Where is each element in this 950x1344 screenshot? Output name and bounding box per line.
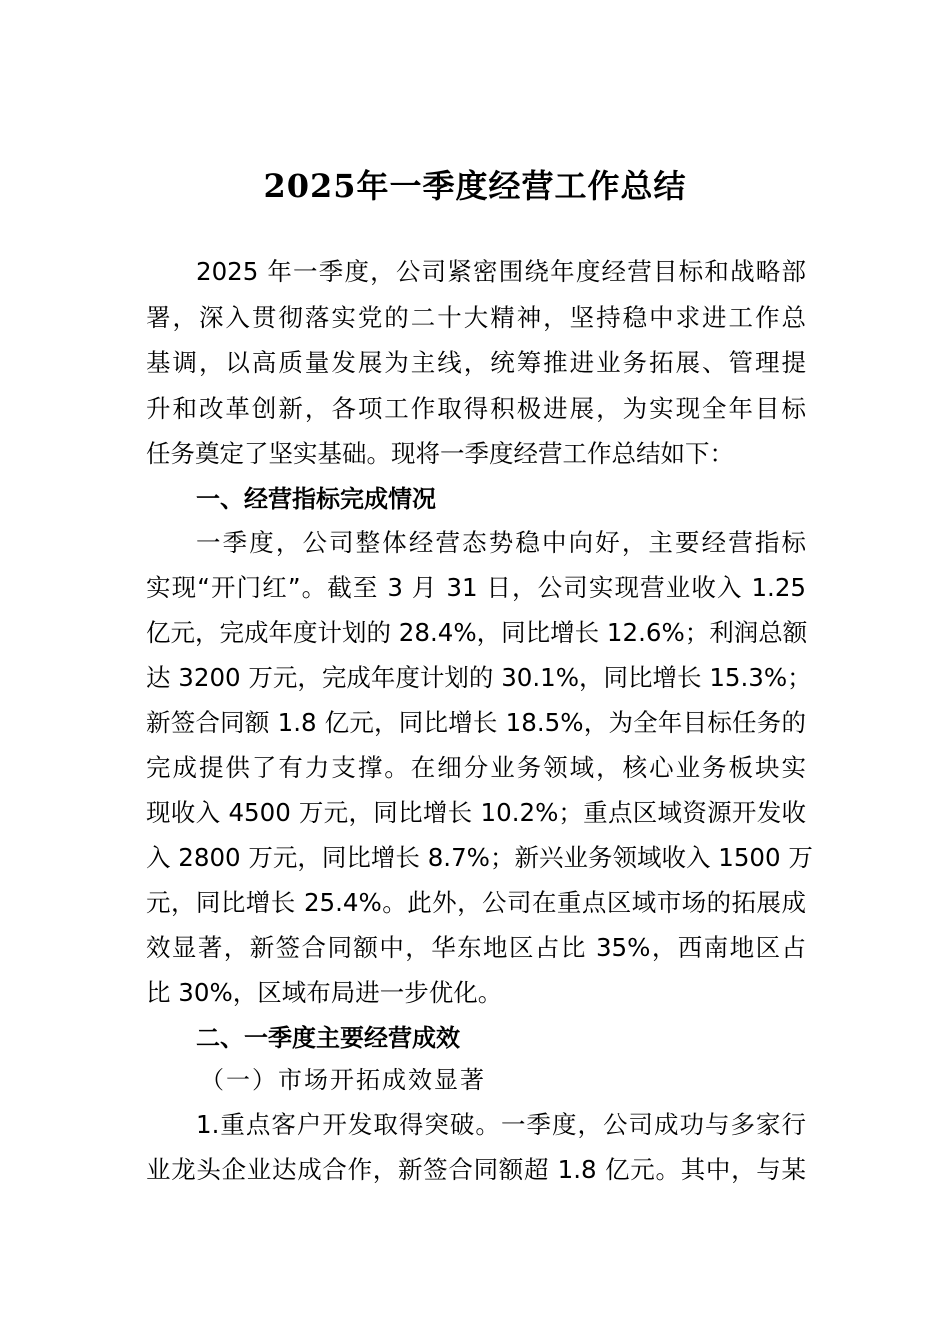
intro-line: 升和改革创新，各项工作取得积极进展，为实现全年目标 xyxy=(146,394,806,423)
intro-line: 任务奠定了坚实基础。现将一季度经营工作总结如下： xyxy=(146,439,734,468)
section1-line: 实现“开门红”。截至 3 月 31 日，公司实现营业收入 1.25 xyxy=(146,573,806,602)
section1-line: 完成提供了有力支撑。在细分业务领域，核心业务板块实 xyxy=(146,753,806,782)
section1-line: 元，同比增长 25.4%。此外，公司在重点区域市场的拓展成 xyxy=(146,888,806,917)
subsection-heading-1: （一）市场开拓成效显著 xyxy=(200,1066,486,1094)
section1-line: 一季度，公司整体经营态势稳中向好，主要经营指标 xyxy=(196,528,806,557)
section1-line: 亿元，完成年度计划的 28.4%，同比增长 12.6%；利润总额 xyxy=(146,618,808,647)
intro-line: 署，深入贯彻落实党的二十大精神，坚持稳中求进工作总 xyxy=(146,303,806,332)
section1-line: 比 30%，区域布局进一步优化。 xyxy=(146,978,503,1007)
section1-line: 达 3200 万元，完成年度计划的 30.1%，同比增长 15.3%； xyxy=(146,663,812,692)
subsection1-line: 业龙头企业达成合作，新签合同额超 1.8 亿元。其中，与某 xyxy=(146,1155,806,1184)
section1-line: 效显著，新签合同额中，华东地区占比 35%，西南地区占 xyxy=(146,933,806,962)
section-heading-1: 一、经营指标完成情况 xyxy=(196,485,436,513)
intro-line: 基调，以高质量发展为主线，统筹推进业务拓展、管理提 xyxy=(146,348,806,377)
document-title: 2025年一季度经营工作总结 xyxy=(263,167,687,205)
subsection1-line: 1.重点客户开发取得突破。一季度，公司成功与多家行 xyxy=(196,1110,806,1139)
section1-line: 新签合同额 1.8 亿元，同比增长 18.5%，为全年目标任务的 xyxy=(146,708,806,737)
section1-line: 入 2800 万元，同比增长 8.7%；新兴业务领域收入 1500 万 xyxy=(146,843,813,872)
section-heading-2: 二、一季度主要经营成效 xyxy=(196,1024,460,1052)
section1-line: 现收入 4500 万元，同比增长 10.2%；重点区域资源开发收 xyxy=(146,798,806,827)
intro-line: 2025 年一季度，公司紧密围绕年度经营目标和战略部 xyxy=(196,257,806,286)
